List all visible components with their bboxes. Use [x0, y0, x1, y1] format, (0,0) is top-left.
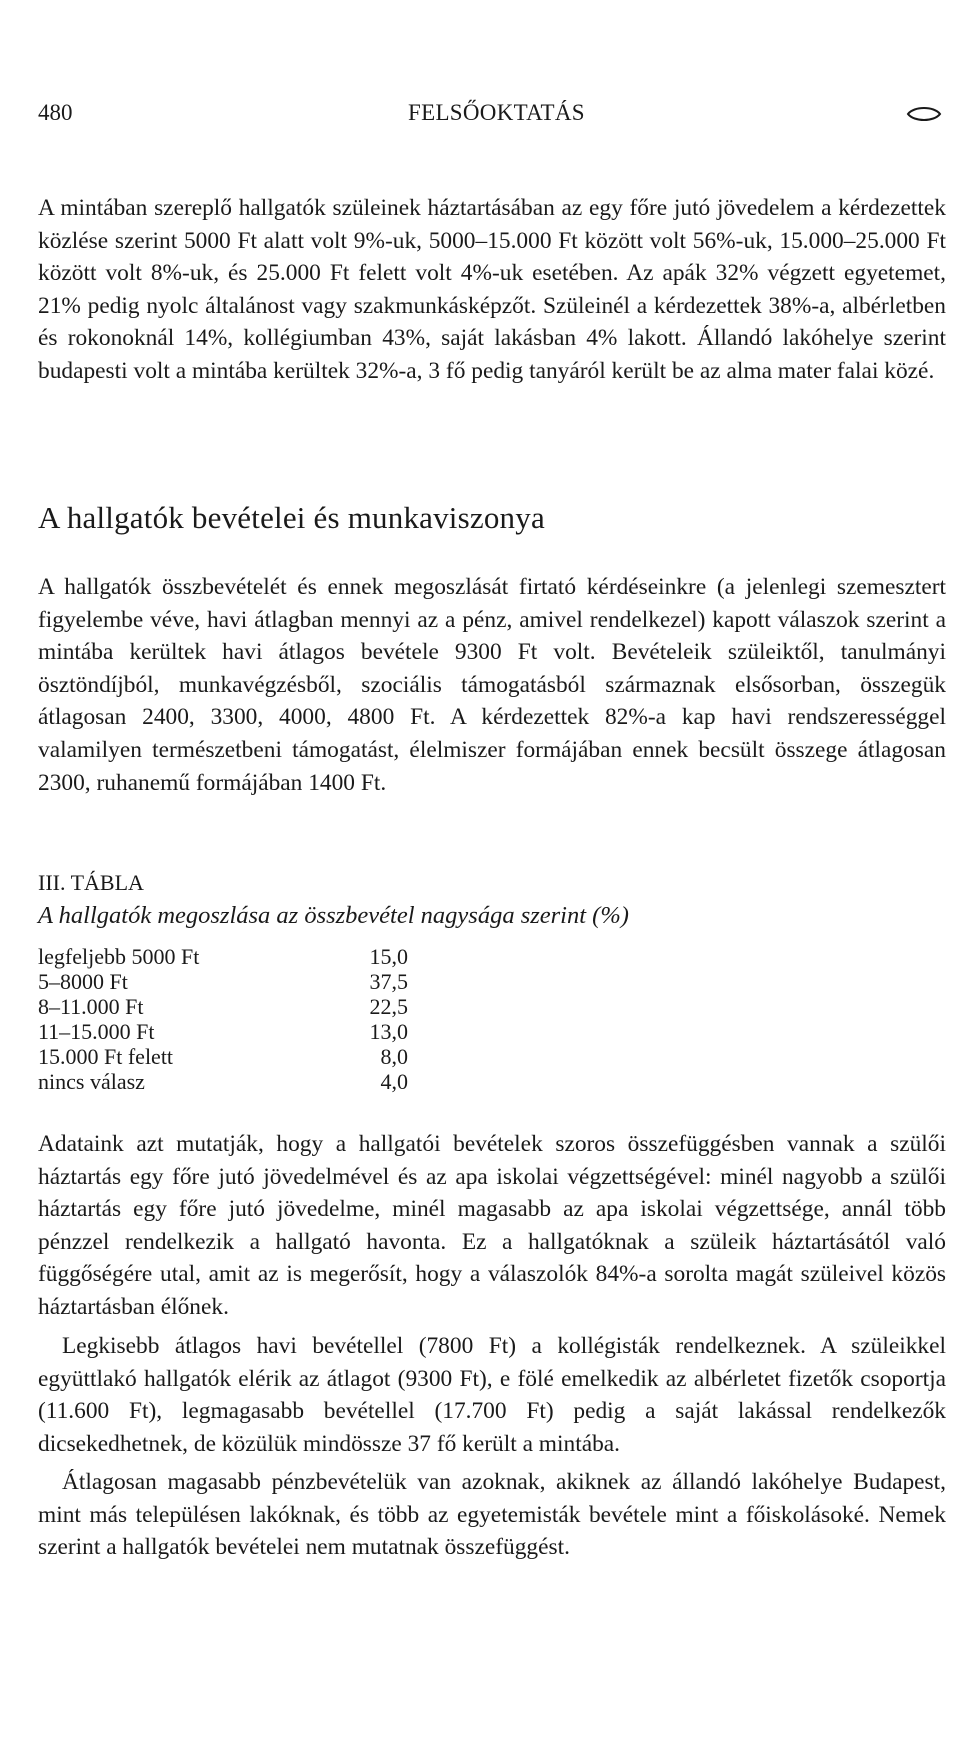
- table-title: A hallgatók megoszlása az összbevétel nagysága szerint (%): [38, 902, 629, 929]
- closing-paragraph-1: Adataink azt mutatják, hogy a hallgatói bevételek szoros összefüggésben vannak a szülői háztartás egy főre jutó jövedelmével és az apa iskolai végzettségével: minél nagyobb a szülői háztartás egy főre jutó jövedelme, minél magasabb az apa iskolai végzettsége, annál több pénzzel rendelkezik a hallgató havonta. Ez a hallgatóknak a szüleik háztartásától való függőségére utal, amit az is megerősít, hogy a válaszolók 84%-a sorolta magát szüleivel közös háztartásban élőnek.: [38, 1131, 946, 1320]
- table-row-label: 8–11.000 Ft: [38, 994, 144, 1019]
- section-paragraph: A hallgatók összbevételét és ennek megoszlását firtató kérdéseinkre (a jelenlegi szemesztert figyelembe véve, havi átlagban mennyi az a pénz, amivel rendelkezel) kapott válaszok szerint a mintába kerültek havi átlagos bevétele 9300 Ft volt. Bevételeik szüleiktől, tanulmányi ösztöndíjból, munkavégzésből, szociális támogatásból származnak elsősorban, összegük átlagosan 2400, 3300, 4000, 4800 Ft. A kérdezettek 82%-a kap havi rendszerességgel valamilyen természetbeni támogatást, élelmiszer formájában ennek becsült összege átlagosan 2300, ruhanemű formájában 1400 Ft.: [38, 574, 946, 796]
- table-row: [38, 994, 408, 1019]
- table-row-label: nincs válasz: [38, 1069, 145, 1094]
- section-heading: A hallgatók bevételei és munkaviszonya: [38, 500, 545, 535]
- table-row-value: 22,5: [369, 994, 408, 1019]
- page-number: 480: [38, 100, 73, 125]
- closing-paragraph-3: Átlagosan magasabb pénzbevételük van azoknak, akiknek az állandó lakóhelye Budapest, mint más településen lakóknak, és több az egyetemisták bevétele mint a főiskolásoké. Nemek szerint a hallgatók bevételei nem mutatnak összefüggést.: [38, 1469, 946, 1561]
- table-label: III. TÁBLA: [38, 870, 144, 895]
- table-row: [38, 944, 408, 969]
- table-row-value: 8,0: [380, 1044, 408, 1069]
- closing-paragraph-2: Legkisebb átlagos havi bevétellel (7800 Ft) a kollégisták rendelkeznek. A szüleikkel együttlakó hallgatók elérik az átlagot (9300 Ft), e fölé emelkedik az albérletet fizetők csoportja (11.600 Ft), legmagasabb bevétellel (17.700 Ft) pedig a saját lakással rendelkezők dicsekedhetnek, de közülük mindössze 37 fő került a mintába.: [38, 1333, 946, 1457]
- table-row: [38, 969, 408, 994]
- table-row: [38, 1019, 408, 1044]
- table-row: [38, 1044, 408, 1069]
- ornament-icon: [906, 104, 942, 124]
- table-row-label: 11–15.000 Ft: [38, 1019, 155, 1044]
- table-row: [38, 1069, 408, 1094]
- table-row-value: 4,0: [380, 1069, 408, 1094]
- table-row-value: 37,5: [369, 969, 408, 994]
- intro-paragraph: A mintában szereplő hallgatók szüleinek háztartásában az egy főre jutó jövedelem a kérdezettek közlése szerint 5000 Ft alatt volt 9%-uk, 5000–15.000 Ft között volt 56%-uk, 15.000–25.000 Ft között volt 8%-uk, és 25.000 Ft felett volt 4%-uk esetében. Az apák 32% végzett egyetemet, 21% pedig nyolc általánost vagy szakmunkásképzőt. Szüleinél a kérdezettek 38%-a, albérletben és rokonoknál 14%, kollégiumban 43%, saját lakásban 4% lakott. Állandó lakóhelye szerint budapesti volt a mintába kerültek 32%-a, 3 fő pedig tanyáról került be az alma mater falai közé.: [38, 195, 946, 384]
- income-distribution-table: [38, 944, 408, 1094]
- table-row-value: 13,0: [369, 1019, 408, 1044]
- running-title: FELSŐOKTATÁS: [408, 100, 585, 125]
- table-row-value: 15,0: [369, 944, 408, 969]
- table-row-label: legfeljebb 5000 Ft: [38, 944, 200, 969]
- running-head: [38, 100, 946, 132]
- table-row-label: 15.000 Ft felett: [38, 1044, 174, 1069]
- table-row-label: 5–8000 Ft: [38, 969, 128, 994]
